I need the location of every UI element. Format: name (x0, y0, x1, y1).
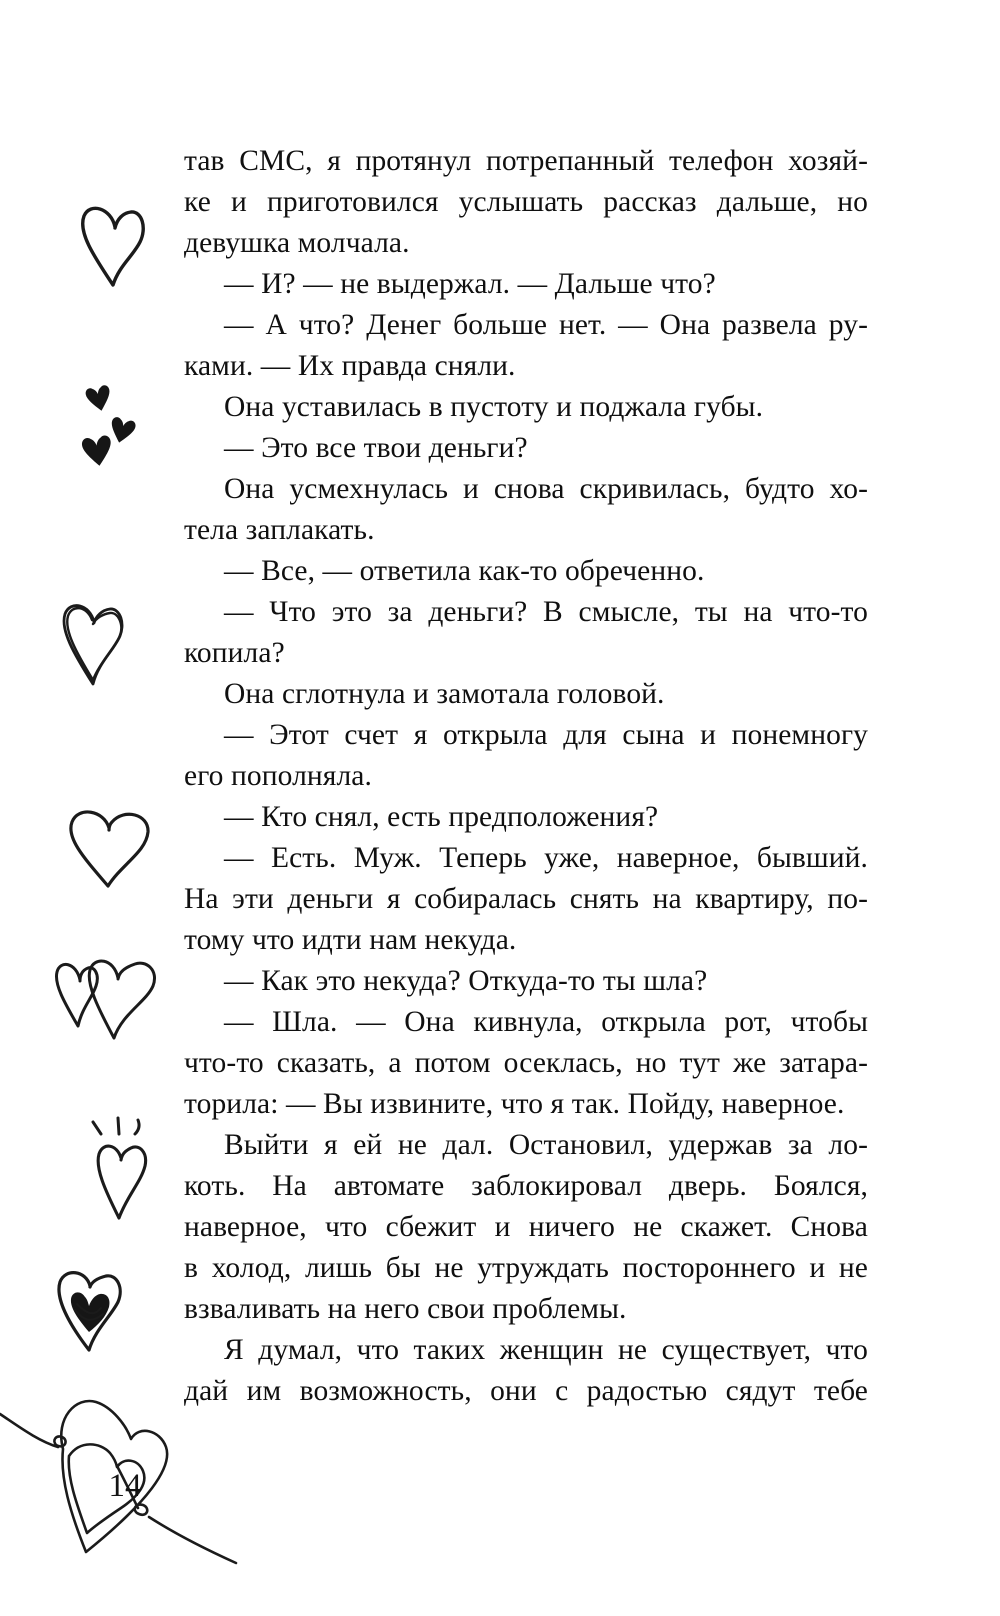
text-line: что-то сказать, а потом осеклась, но тут же затара- (184, 1047, 868, 1079)
text-line: в холод, лишь бы не утруждать постороннего и не (184, 1252, 868, 1284)
text-line: ке и приготовился услышать рассказ дальше, но (184, 186, 868, 218)
text-line: — Это все твои деньги? (224, 432, 528, 464)
text-line: дай им возможность, они с радостью сядут тебе (184, 1375, 868, 1407)
sparkle-heart-icon (90, 1112, 156, 1222)
three-filled-hearts-icon (80, 378, 142, 480)
text-line: тав СМС, я протянул потрепанный телефон хозяй- (184, 145, 868, 177)
text-line: взваливать на него свои проблемы. (184, 1293, 627, 1325)
text-line: — Все, — ответила как-то обреченно. (224, 555, 705, 587)
scribble-heart-icon (55, 1264, 127, 1356)
text-line: копила? (184, 637, 285, 669)
overlapping-hearts-icon (54, 948, 164, 1040)
text-line: коть. На автомате заблокировал дверь. Боялся, (184, 1170, 868, 1202)
text-line: — Есть. Муж. Теперь уже, наверное, бывший. (224, 842, 868, 874)
text-line: — Как это некуда? Откуда-то ты шла? (224, 965, 708, 997)
sketch-heart-icon (58, 598, 132, 690)
text-line: — Этот счет я открыла для сына и понемногу (224, 719, 868, 751)
text-line: На эти деньги я собиралась снять на квартиру, по- (184, 883, 868, 915)
text-line: его пополняла. (184, 760, 372, 792)
page-number: 14 (108, 1468, 142, 1504)
text-block (184, 141, 868, 1412)
text-line: тела заплакать. (184, 514, 375, 546)
text-line: — Что это за деньги? В смысле, ты на что-то (224, 596, 868, 628)
text-line: наверное, что сбежит и ничего не скажет. Снова (184, 1211, 868, 1243)
text-line: Я думал, что таких женщин не существует, что (224, 1334, 868, 1366)
text-line: Она сглотнула и замотала головой. (224, 678, 665, 710)
text-line: — А что? Денег больше нет. — Она развела ру- (224, 309, 868, 341)
text-line: Она усмехнулась и снова скривилась, будто хо- (224, 473, 868, 505)
text-line: — И? — не выдержал. — Дальше что? (224, 268, 716, 300)
wide-heart-icon (66, 806, 154, 890)
text-line: Она уставилась в пустоту и поджала губы. (224, 391, 764, 423)
text-line: — Шла. — Она кивнула, открыла рот, чтобы (224, 1006, 868, 1038)
text-line: тому что идти нам некуда. (184, 924, 517, 956)
heart-outline-icon (78, 200, 152, 290)
text-line: девушка молчала. (184, 227, 410, 259)
text-line: ками. — Их правда сняли. (184, 350, 516, 382)
text-line: торила: — Вы извините, что я так. Пойду, наверное. (184, 1088, 845, 1120)
text-line: Выйти я ей не дал. Остановил, удержав за ло- (224, 1129, 868, 1161)
text-line: — Кто снял, есть предположения? (224, 801, 659, 833)
